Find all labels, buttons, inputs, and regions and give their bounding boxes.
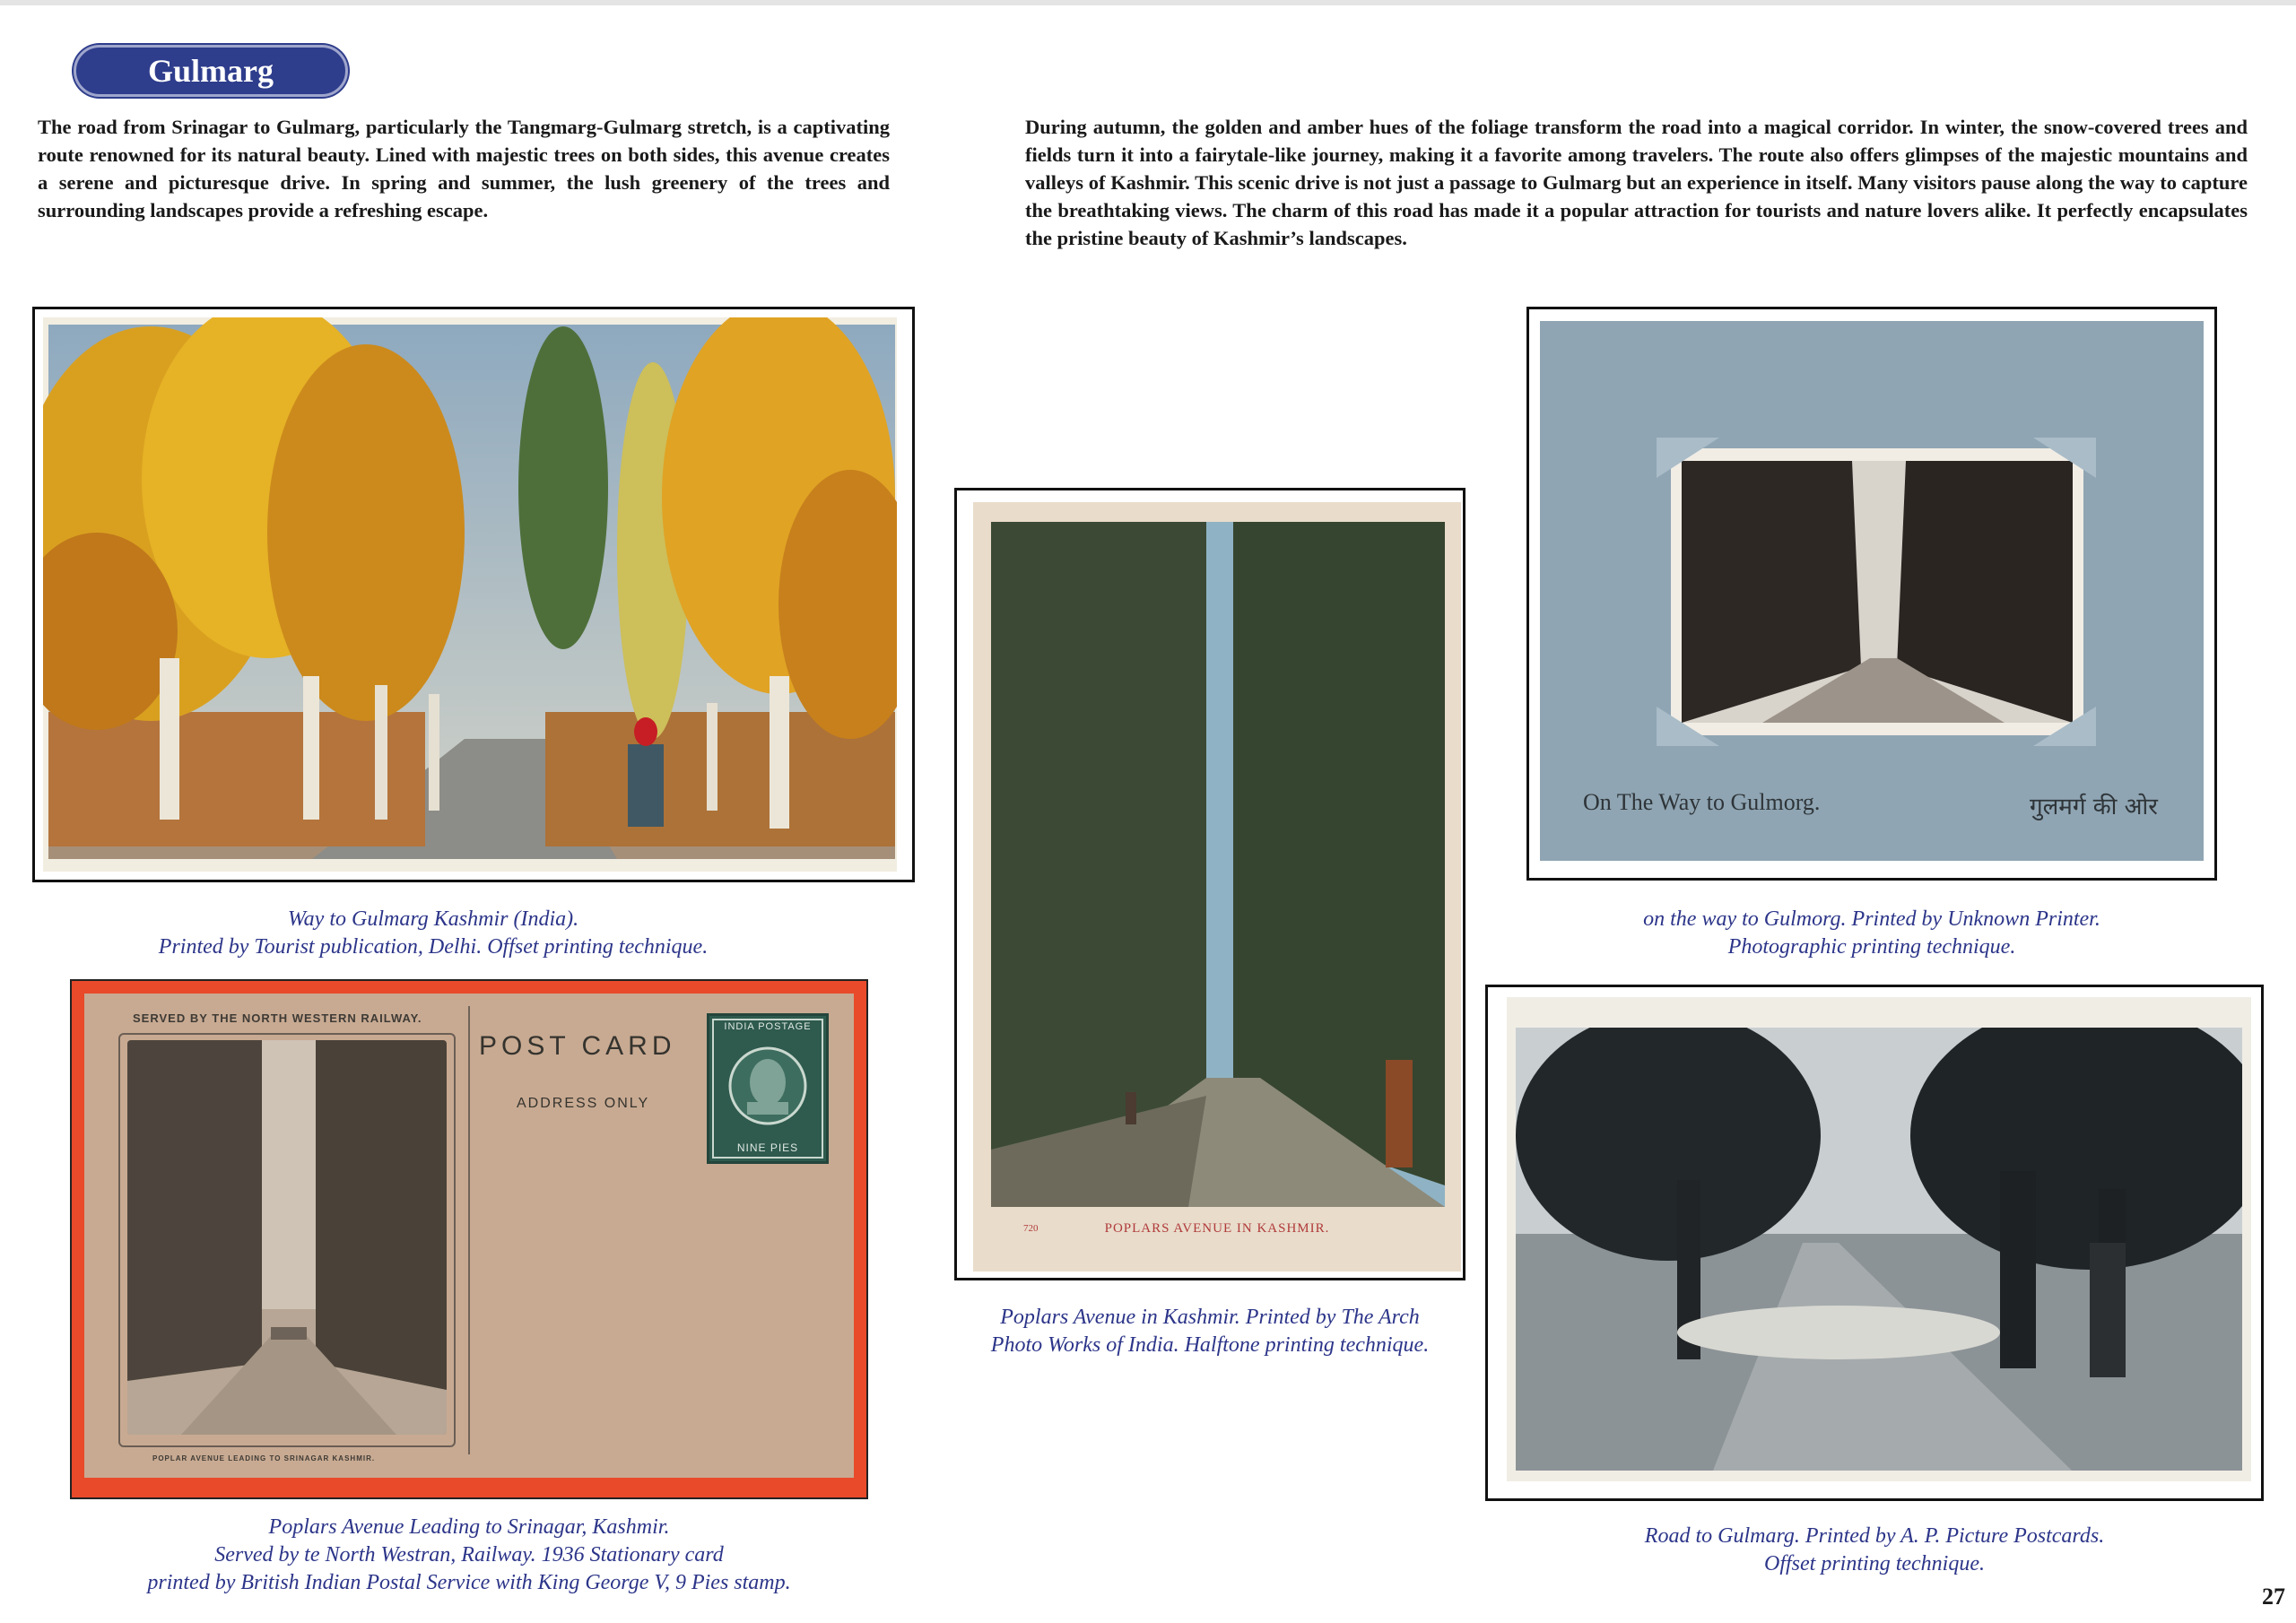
poplar-avenue-image — [127, 1040, 447, 1435]
road-caption-line1: Road to Gulmarg. Printed by A. P. Picture Postcards. — [1644, 1524, 2105, 1548]
poplars-caption — [954, 1304, 1465, 1359]
stationary-photo-caption: POPLAR AVENUE LEADING TO SRINAGAR KASHMIR. — [152, 1454, 376, 1462]
road-caption — [1485, 1523, 2264, 1578]
poplars-caption-line1: Poplars Avenue in Kashmir. Printed by The Arch — [1000, 1306, 1420, 1329]
mount-caption-line1: on the way to Gulmorg. Printed by Unknown Printer. — [1643, 907, 2100, 931]
autumn-caption-line2: Printed by Tourist publication, Delhi. Offset printing technique. — [158, 935, 709, 959]
poplars-card-number: 720 — [1023, 1223, 1039, 1234]
poplars-photo — [991, 522, 1445, 1207]
address-only-label: ADDRESS ONLY — [517, 1096, 650, 1111]
intro-paragraph-left: The road from Srinagar to Gulmarg, particularly the Tangmarg-Gulmarg stretch, is a captivating route renowned for its natural beauty. Lined with majestic trees on both sides, this avenue creates a serene and picturesque drive. In spring and summer, the lush greenery of the trees and surrounding landscapes provide a refreshing escape. — [38, 116, 890, 221]
served-by-text: SERVED BY THE NORTH WESTERN RAILWAY. — [133, 1011, 422, 1025]
stationary-caption — [70, 1514, 868, 1597]
poplars-card-text: POPLARS AVENUE IN KASHMIR. — [1104, 1221, 1330, 1236]
stationary-caption-line1: Poplars Avenue Leading to Srinagar, Kashmir. — [268, 1515, 670, 1539]
autumn-caption — [32, 906, 834, 961]
stationary-photo — [127, 1040, 447, 1435]
autumn-caption-line1: Way to Gulmarg Kashmir (India). — [287, 907, 579, 931]
mount-caption — [1526, 906, 2217, 961]
stationary-caption-line3: printed by British Indian Postal Service with King George V, 9 Pies stamp. — [147, 1571, 791, 1594]
top-rule — [0, 0, 2296, 5]
road-photo — [1516, 1028, 2242, 1471]
intro-paragraph-right: During autumn, the golden and amber hues of the foliage transform the road into a magical corridor. In winter, the snow-covered trees and fields turn it into a fairytale-like journey, making it a favorite among travelers. The route also offers glimpses of the majestic mountains and valleys of Kashmir. This scenic drive is not just a passage to Gulmarg but an experience in itself. Many visitors pause along the way to capture the breathtaking views. The charm of this road has made it a popular attraction for tourists and nature lovers alike. It perfectly encapsulates the pristine beauty of Kashmir’s landscapes. — [1025, 116, 2248, 249]
stamp-bottom-text: NINE PIES — [736, 1141, 799, 1154]
stationary-caption-line2: Served by te North Westran, Railway. 1936 Stationary card — [214, 1543, 724, 1567]
poplars-caption-line2: Photo Works of India. Halftone printing technique. — [990, 1333, 1430, 1357]
stationary-card — [84, 994, 854, 1478]
poplars-avenue-image — [991, 522, 1445, 1207]
road-postcard — [1507, 997, 2251, 1481]
road-caption-line2: Offset printing technique. — [1764, 1552, 1985, 1575]
mount-caption-line2: Photographic printing technique. — [1727, 935, 2016, 959]
stationary-divider — [468, 1006, 470, 1454]
page-title: Gulmarg — [74, 45, 348, 97]
stationary-card-mat — [70, 979, 868, 1499]
king-george-stamp — [707, 1013, 829, 1164]
autumn-postcard-image — [43, 317, 897, 872]
mount-postcard — [1540, 321, 2204, 861]
stamp-top-text: INDIA POSTAGE — [724, 1021, 812, 1032]
poplars-postcard — [973, 502, 1461, 1271]
mount-card-text: On The Way to Gulmorg. — [1583, 789, 1821, 815]
page-number: 27 — [2262, 1584, 2285, 1610]
mount-card-text-hindi: गुलमर्ग की ओर — [2030, 794, 2158, 820]
road-with-sheep-image — [1516, 1028, 2242, 1471]
post-card-heading: POST CARD — [479, 1031, 676, 1061]
photo-corner-icon — [1540, 321, 2204, 861]
autumn-postcard — [43, 317, 897, 872]
stamp-icon — [709, 1016, 826, 1161]
